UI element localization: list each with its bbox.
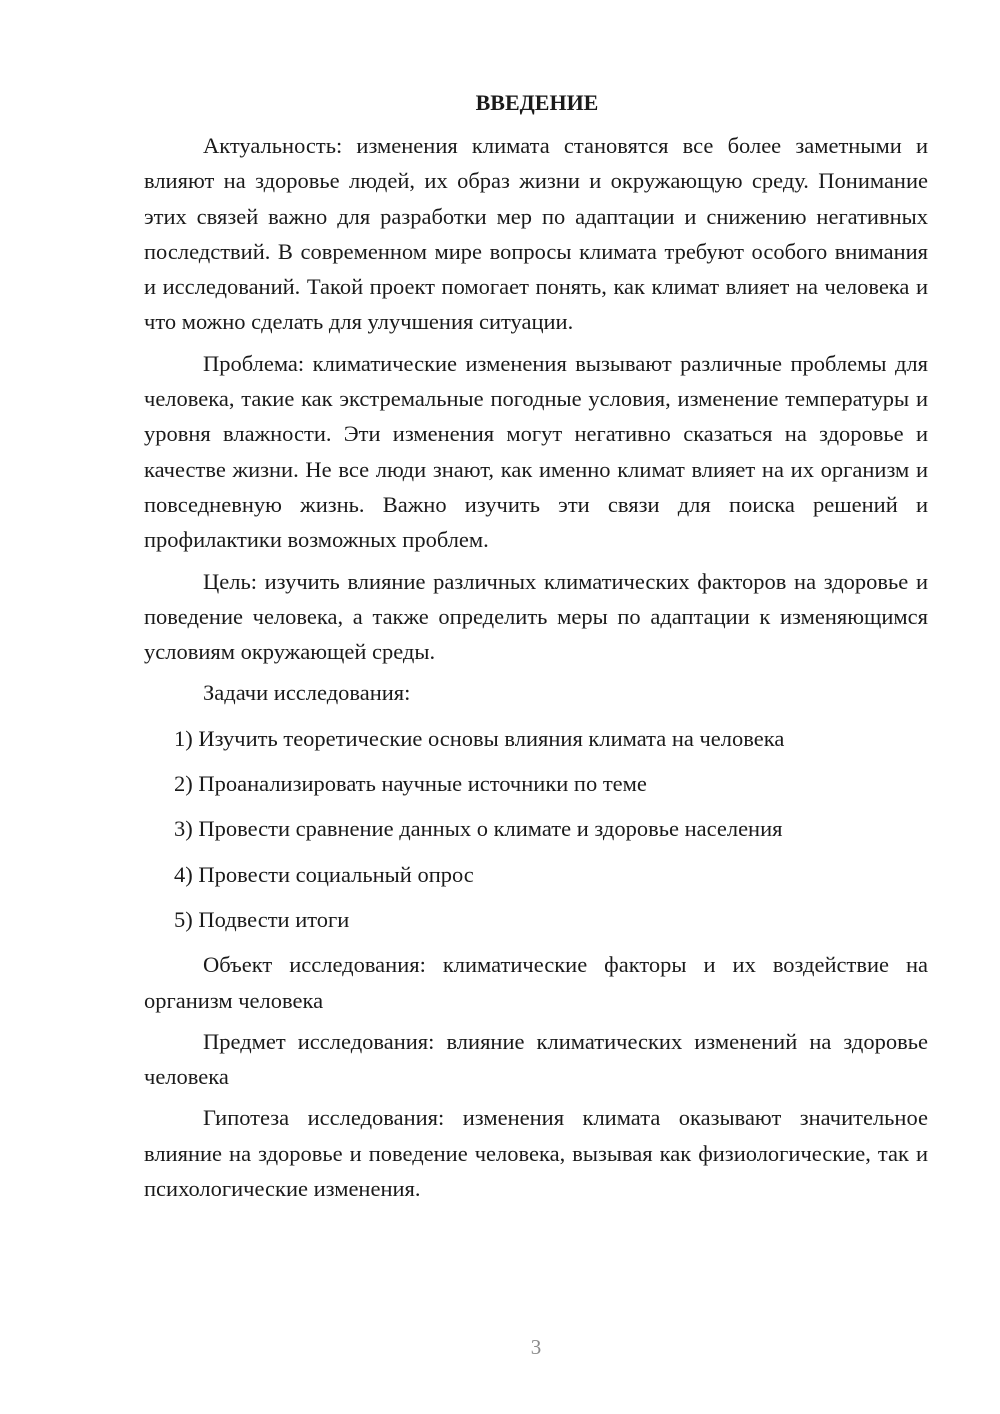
problem-paragraph: Проблема: климатические изменения вызывают различные проблемы для человека, такие как экстремальные погодные условия, изменение температуры и уровня влажности. Эти изменения могут негативно сказаться на здоровье и качестве жизни. Не все люди знают, как именно климат влияет на их организм и повседневную жизнь. Важно изучить эти связи для поиска решений и профилактики возможных проблем. <box>144 350 928 553</box>
page-content <box>144 88 928 1212</box>
task-item: 1) Изучить теоретические основы влияния климата на человека <box>174 725 785 751</box>
relevance-paragraph: Актуальность: изменения климата становятся все более заметными и влияют на здоровье людей, их образ жизни и окружающую среду. Понимание этих связей важно для разработки мер по адаптации и снижению негативных последствий. В современном мире вопросы климата требуют особого внимания и исследований. Такой проект помогает понять, как климат влияет на человека и что можно сделать для улучшения ситуации. <box>144 133 928 335</box>
task-item: 3) Провести сравнение данных о климате и здоровье населения <box>174 816 783 842</box>
task-item: 2) Проанализировать научные источники по теме <box>174 771 647 797</box>
hypothesis-paragraph: Гипотеза исследования: изменения климата оказывают значительное влияние на здоровье и поведение человека, вызывая как физиологические, так и психологические изменения. <box>144 1105 928 1202</box>
object-paragraph: Объект исследования: климатические факторы и их воздействие на организм человека <box>144 952 928 1013</box>
tasks-list <box>144 721 928 937</box>
goal-paragraph: Цель: изучить влияние различных климатических факторов на здоровье и поведение человека, а также определить меры по адаптации к изменяющимся условиям окружающей среды. <box>144 568 928 665</box>
subject-paragraph: Предмет исследования: влияние климатических изменений на здоровье человека <box>144 1028 928 1090</box>
section-heading: ВВЕДЕНИЕ <box>475 90 599 115</box>
page-number: 3 <box>530 1335 542 1359</box>
task-item: 4) Провести социальный опрос <box>174 861 474 887</box>
task-item: 5) Подвести итоги <box>174 906 350 932</box>
tasks-title: Задачи исследования: <box>203 680 411 706</box>
